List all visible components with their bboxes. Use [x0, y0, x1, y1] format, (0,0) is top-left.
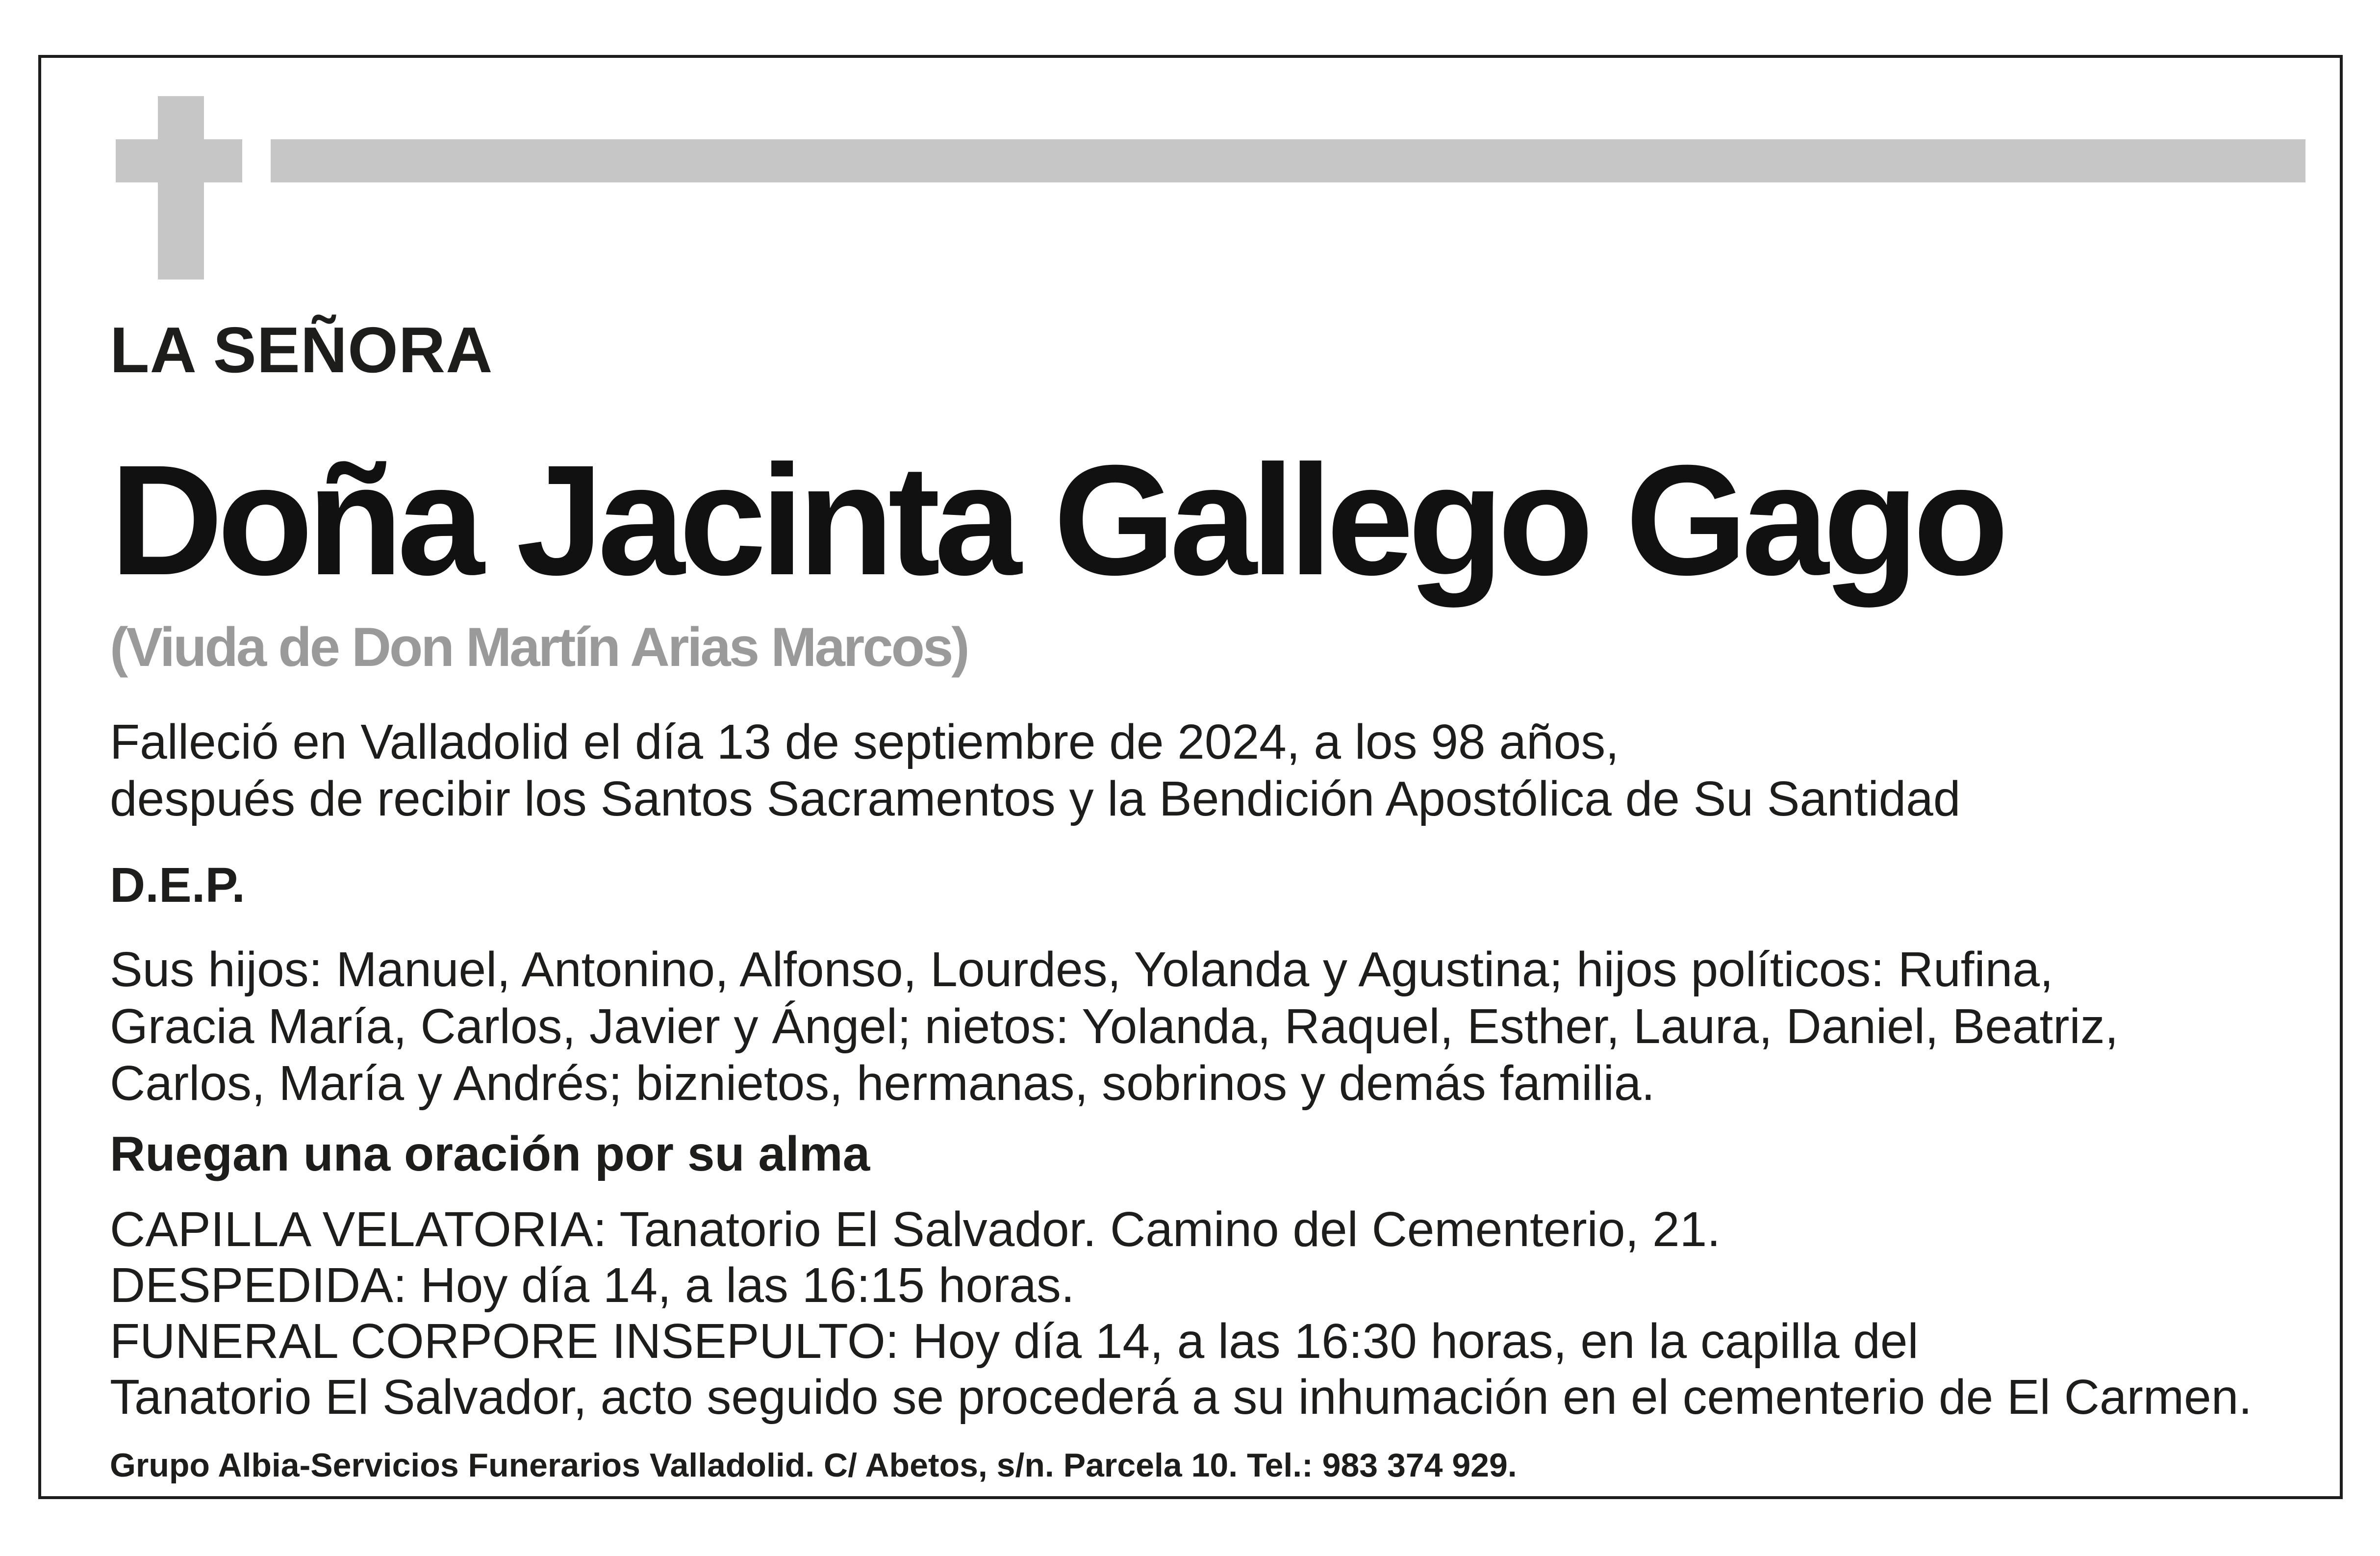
family-line: Sus hijos: Manuel, Antonino, Alfonso, Lourdes, Yolanda y Agustina; hijos políticos: Rufina,	[110, 942, 2053, 997]
death-line: Falleció en Valladolid el día 13 de septiembre de 2024, a los 98 años,	[110, 714, 1619, 769]
prayer-request: Ruegan una oración por su alma	[110, 1126, 870, 1181]
intro-title: LA SEÑORA	[110, 314, 493, 386]
service-line: Tanatorio El Salvador, acto seguido se procederá a su inhumación en el cementerio de El Carmen.	[110, 1370, 2253, 1425]
death-line: después de recibir los Santos Sacramentos y la Bendición Apostólica de Su Santidad	[110, 771, 1961, 826]
service-line: CAPILLA VELATORIA: Tanatorio El Salvador. Camino del Cementerio, 21.	[110, 1202, 1721, 1257]
family-line: Carlos, María y Andrés; biznietos, hermanas, sobrinos y demás familia.	[110, 1056, 1655, 1111]
cross-icon-arm	[116, 139, 242, 182]
cross-icon	[158, 96, 204, 280]
widow-of-line: (Viuda de Don Martín Arias Marcos)	[110, 616, 968, 678]
funeral-home-footer: Grupo Albia-Servicios Funerarios Valladolid. C/ Abetos, s/n. Parcela 10. Tel.: 983 374 929.	[110, 1447, 1517, 1484]
header-rule	[271, 139, 2305, 182]
deceased-name: Doña Jacinta Gallego Gago	[110, 432, 2003, 608]
rip-label: D.E.P.	[110, 858, 246, 913]
family-line: Gracia María, Carlos, Javier y Ángel; nietos: Yolanda, Raquel, Esther, Laura, Daniel, Beatriz,	[110, 999, 2119, 1054]
service-line: FUNERAL CORPORE INSEPULTO: Hoy día 14, a las 16:30 horas, en la capilla del	[110, 1314, 1919, 1369]
service-line: DESPEDIDA: Hoy día 14, a las 16:15 horas.	[110, 1258, 1075, 1313]
